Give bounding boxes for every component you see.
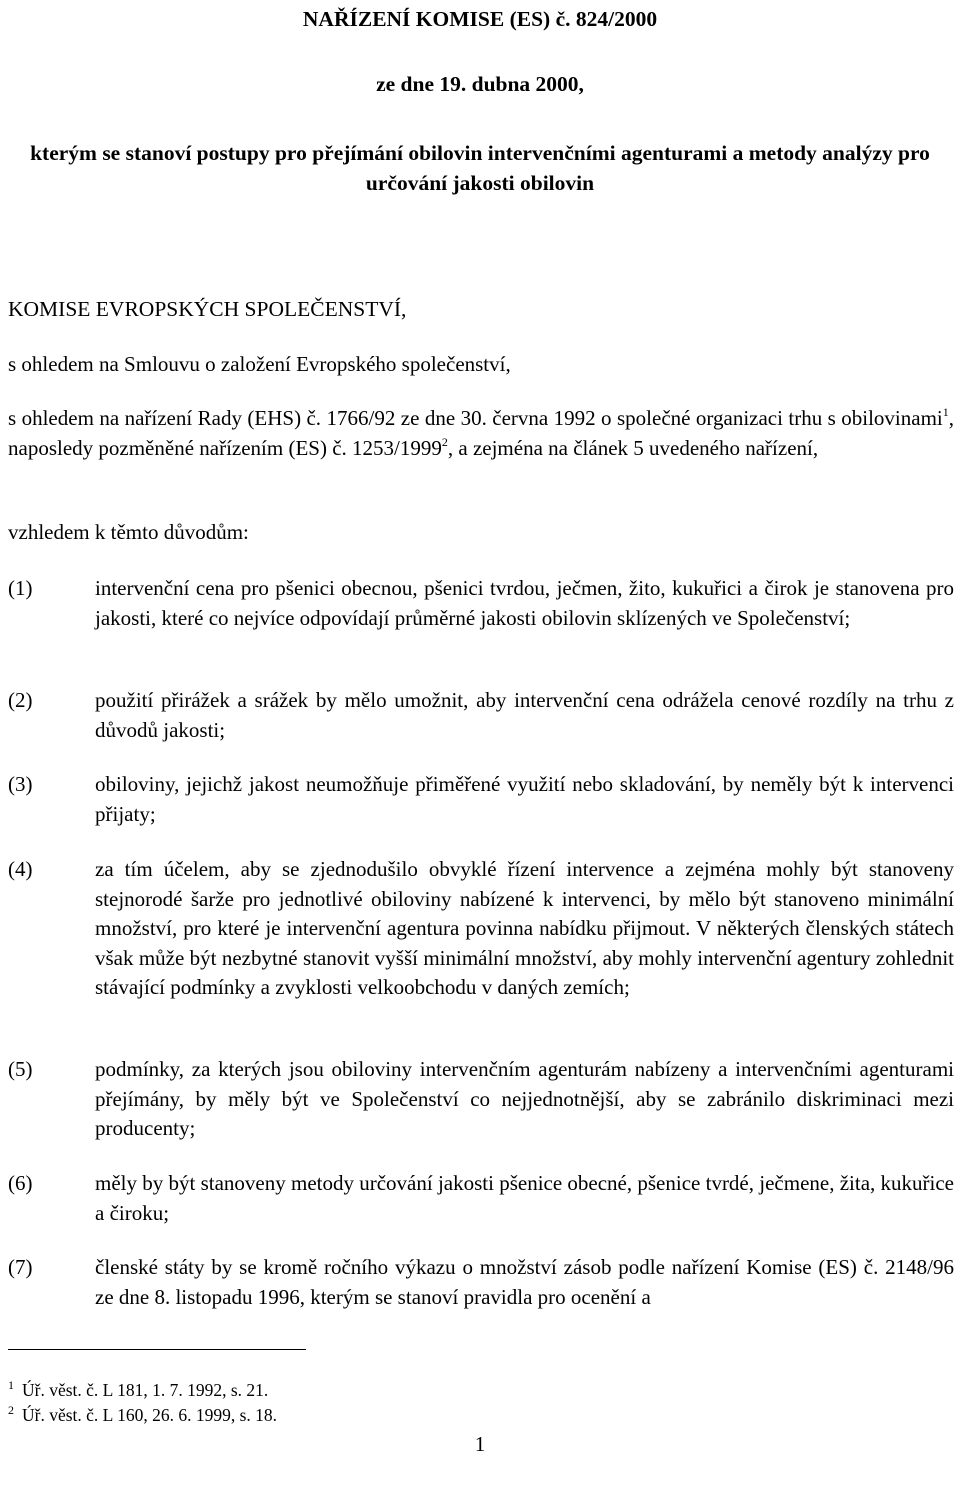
recital-number: (2) [8, 688, 33, 712]
recital-text: za tím účelem, aby se zjednodušilo obvyklé řízení intervence a zejména mohly být stanoveny stejnorodé šarže pro jednotlivé obiloviny nabízené k intervenci, by mělo být stanoveno minimální množství, pro které je intervenční agentura povinna nabídku přijmout. V některých členských státech však může být nezbytné stanovit vyšší minimální množství, aby mohly intervenční agentury zohlednit stávající podmínky a zvyklosti velkoobchodu v daných zemích; [95, 857, 954, 1000]
footnote-text: Úř. věst. č. L 160, 26. 6. 1999, s. 18. [22, 1405, 278, 1425]
regulation-text-3: , a zejména na článek 5 uvedeného nařízení, [447, 435, 819, 460]
recital-text: intervenční cena pro pšenici obecnou, pšenici tvrdou, ječmen, žito, kukuřici a čirok je stanovena pro jakosti, které co nejvíce odpovídají průměrné jakosti obilovin sklízených ve Společenství; [95, 576, 954, 630]
document-date: ze dne 19. dubna 2000, [376, 72, 584, 96]
recital-text: obiloviny, jejichž jakost neumožňuje přiměřené využití nebo skladování, by neměly být k intervenci přijaty; [95, 772, 954, 826]
recital-number: (3) [8, 772, 33, 796]
document-subject: kterým se stanoví postupy pro přejímání obilovin intervenčními agenturami a metody analýzy pro určování jakosti obilovin [30, 141, 930, 195]
recital-text: podmínky, za kterých jsou obiloviny intervenčním agenturám nabízeny a intervenčními agenturami přejímány, by měly být ve Společenství co nejjednotnější, aby se zabránilo diskriminaci mezi producenty; [95, 1057, 954, 1141]
footnote-mark: 1 [8, 1378, 14, 1392]
document-title: NAŘÍZENÍ KOMISE (ES) č. 824/2000 [302, 7, 658, 31]
regulation-text-2: , naposledy pozměněné nařízením (ES) č. 1253/1999 [8, 406, 954, 460]
recital-number: (1) [8, 576, 33, 600]
recital-number: (6) [8, 1171, 33, 1195]
preamble-treaty: s ohledem na Smlouvu o založení Evropského společenství, [8, 352, 511, 376]
regulation-text-1: s ohledem na nařízení Rady (EHS) č. 1766/92 ze dne 30. června 1992 o společné organizaci trhu s obilovinami [8, 406, 943, 430]
footnote-text: Úř. věst. č. L 181, 1. 7. 1992, s. 21. [22, 1380, 269, 1400]
recital-number: (5) [8, 1057, 33, 1081]
footnote-separator [8, 1349, 306, 1350]
recital-text: použití přirážek a srážek by mělo umožnit, aby intervenční cena odrážela cenové rozdíly na trhu z důvodů jakosti; [95, 688, 954, 742]
footnote-ref-1: 1 [942, 405, 949, 419]
preamble-regulation [8, 404, 954, 463]
footnote-ref-2: 2 [441, 434, 448, 449]
preamble-whereas: vzhledem k těmto důvodům: [8, 520, 249, 544]
page-number: 1 [474, 1432, 486, 1456]
recital-text: měly by být stanoveny metody určování jakosti pšenice obecné, pšenice tvrdé, ječmene, žita, kukuřice a čiroku; [95, 1171, 954, 1225]
recital-text: členské státy by se kromě ročního výkazu o množství zásob podle nařízení Komise (ES) č. 2148/96 ze dne 8. listopadu 1996, kterým se stanoví pravidla pro ocenění a [95, 1255, 954, 1309]
recital-number: (4) [8, 857, 33, 881]
footnote-mark: 2 [8, 1403, 14, 1417]
institution-name: KOMISE EVROPSKÝCH SPOLEČENSTVÍ, [8, 297, 407, 321]
recital-number: (7) [8, 1255, 33, 1279]
